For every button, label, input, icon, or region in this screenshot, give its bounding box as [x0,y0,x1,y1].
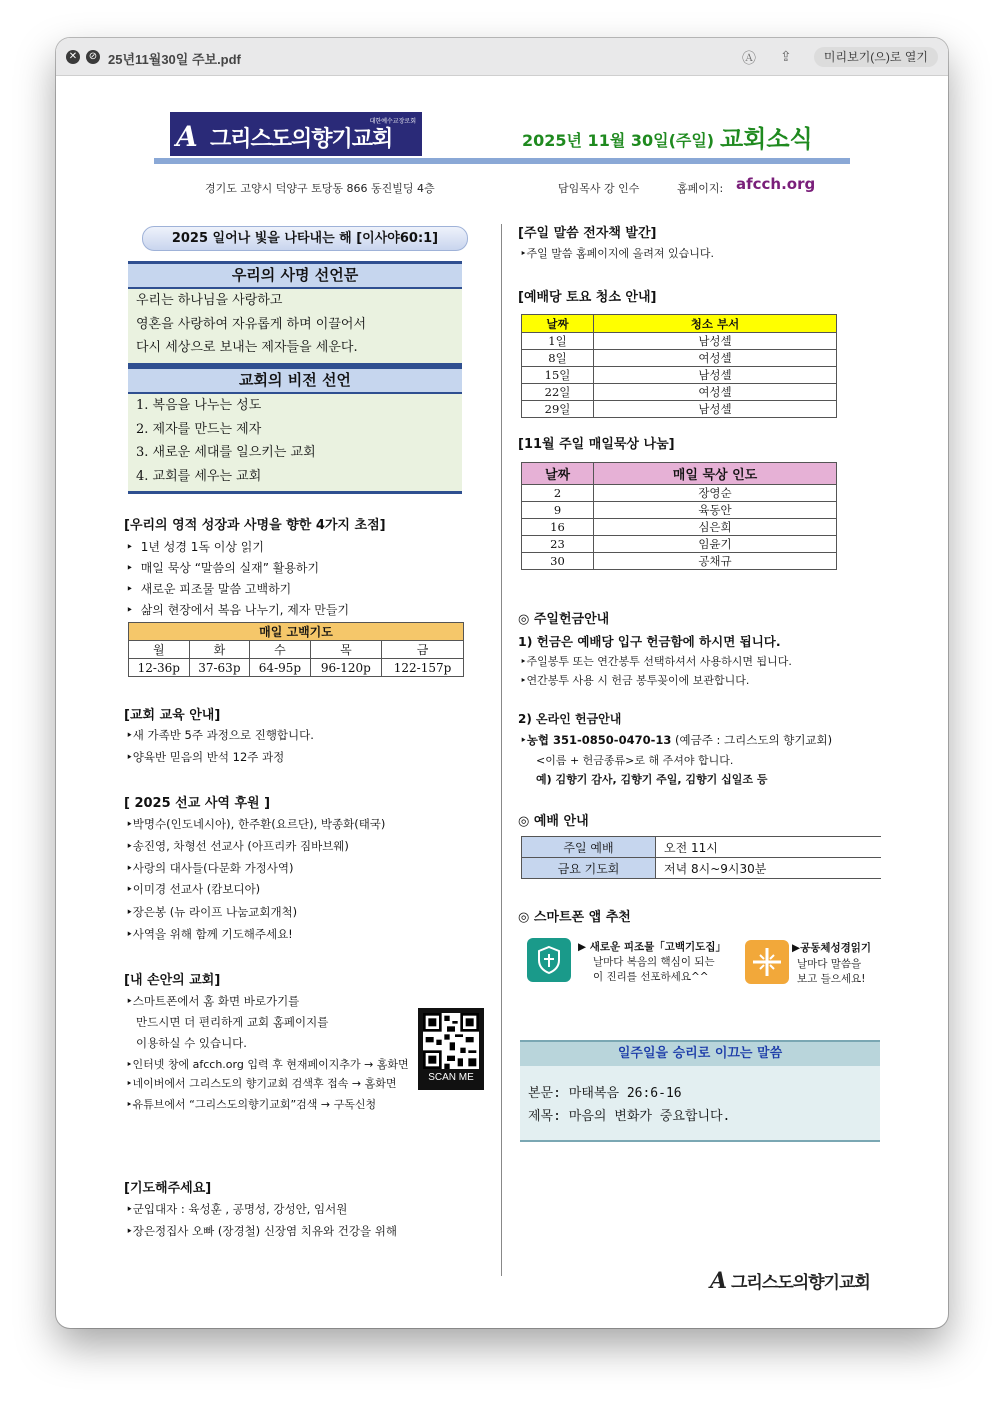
homepage-link[interactable]: afcch.org [736,175,816,193]
vision-line: 3. 새로운 세대를 일으키는 교회 [136,445,316,460]
app2-line: 날마다 말씀을 [797,958,862,970]
my-church-item: ‣인터넷 창에 afcch.org 입력 후 현재페이지추가 → 홈화면 [126,1058,409,1071]
focus-title: [우리의 영적 성장과 사명을 향한 4가지 초점] [124,518,386,533]
verse-body [520,1066,880,1142]
cleaning-title: [예배당 토요 청소 안내] [518,290,657,305]
app1-line: 날마다 복음의 핵심이 되는 [593,956,715,968]
education-item: ‣양육반 믿음의 반석 12주 과정 [126,750,285,764]
qr-code-icon [423,1013,479,1069]
qr-code[interactable] [418,1008,484,1090]
offering-holder: (예금주 : 그리스도의 향기교회) [675,733,833,747]
meditation-date: 30 [522,553,594,570]
mission-support-item: ‣장은봉 (뉴 라이프 나눔교회개척) [126,905,298,919]
footer-logo [710,1268,870,1294]
prayer-day: 수 [250,641,311,659]
apps-title: ◎ 스마트폰 앱 추천 [518,910,631,925]
mission-support-item: ‣박명수(인도네시아), 한주환(요르단), 박종화(태국) [126,817,386,831]
footer-church-name: 그리스도의향기교회 [731,1273,870,1293]
meditation-table [521,462,837,570]
vision-line: 1. 복음을 나누는 성도 [136,398,262,413]
file-title: 25년11월30일 주보.pdf [108,52,241,67]
focus-item: ‣ 매일 묵상 “말씀의 실재” 활용하기 [126,561,320,575]
prayer-request-item: ‣군입대자 : 육성훈 , 공명성, 강성안, 임서원 [126,1202,348,1216]
app1-line: 이 진리를 선포하세요^^ [593,971,709,983]
offering-title: ◎ 주일헌금안내 [518,612,610,627]
meditation-leader: 장영순 [594,485,837,502]
verse-subject: 제목: 마음의 변화가 중요합니다. [528,1109,731,1124]
offering-sub2: 2) 온라인 헌금안내 [518,712,622,726]
worship-time: 오전 11시 [656,837,882,858]
cleaning-date: 15일 [522,367,594,384]
cross-arrows-icon [745,940,789,984]
cleaning-table [521,314,837,418]
prayer-day: 목 [310,641,381,659]
meditation-header: 날짜 [522,463,594,485]
logo-denomination: 대한예수교장로회 [369,118,416,125]
header-rule [154,158,850,164]
meditation-date: 2 [522,485,594,502]
preview-window [56,38,948,1328]
focus-item: ‣ 새로운 피조물 말씀 고백하기 [126,582,292,596]
cleaning-dept: 남성셀 [594,367,837,384]
my-church-item: ‣네이버에서 그리스도의 향기교회 검색후 접속 → 홈화면 [126,1077,397,1090]
mission-support-item: ‣사역을 위해 함께 기도해주세요! [126,927,293,941]
mission-body [128,289,462,366]
offering-item: ‣주일봉투 또는 연간봉투 선택하셔서 사용하시면 됩니다. [520,655,792,668]
prayer-pages: 37-63p [189,659,250,677]
worship-time: 저녁 8시~9시30분 [656,858,882,879]
meditation-date: 9 [522,502,594,519]
cleaning-dept: 남성셀 [594,333,837,350]
worship-title: ◎ 예배 안내 [518,814,589,829]
meditation-leader: 심은희 [594,519,837,536]
prayer-request-item: ‣장은정집사 오빠 (장경철) 신장염 치유와 건강을 위해 [126,1224,397,1238]
markup-icon[interactable]: Ⓐ [742,50,756,66]
education-item: ‣새 가족반 5주 과정으로 진행합니다. [126,728,314,742]
prayer-pages: 122-157p [382,659,464,677]
prayer-day: 월 [129,641,190,659]
pastor-name: 담임목사 강 인수 [558,182,640,195]
cleaning-dept: 여성셀 [594,350,837,367]
meditation-date: 16 [522,519,594,536]
vision-title: 교회의 비전 선언 [128,366,462,394]
cleaning-header: 청소 부서 [594,315,837,333]
qr-caption: SCAN ME [428,1072,474,1083]
mission-title: 우리의 사명 선언문 [128,261,462,289]
education-title: [교회 교육 안내] [124,708,221,723]
footer-logo-a-icon: A [710,1268,727,1294]
my-church-title: [내 손안의 교회] [124,973,221,988]
mission-line: 다시 세상으로 보내는 제자들을 세운다. [136,340,358,355]
logo-a-icon: A [176,120,198,153]
prayer-day: 화 [189,641,250,659]
app2-title: ▶공동체성경읽기 [792,942,872,954]
block-icon[interactable]: ⊘ [86,50,100,64]
close-icon[interactable]: ✕ [66,50,80,64]
mission-line: 영혼을 사랑하여 자유롭게 하며 이끌어서 [136,316,367,332]
cleaning-date: 8일 [522,350,594,367]
prayer-pages: 12-36p [129,659,190,677]
church-logo [170,112,422,156]
meditation-leader: 공채규 [594,553,837,570]
cleaning-date: 29일 [522,401,594,418]
mission-line: 우리는 하나님을 사랑하고 [136,293,283,308]
offering-account: 농협 351-0850-0470-13 [526,733,672,747]
mission-support-item: ‣송진영, 차형선 선교사 (아프리카 짐바브웨) [126,839,349,853]
cleaning-date: 1일 [522,333,594,350]
ebook-item: ‣주일 말씀 홈페이지에 올려져 있습니다. [520,247,714,260]
offering-item: ‣연간봉투 사용 시 헌금 봉투꽂이에 보관합니다. [520,674,750,687]
church-address: 경기도 고양시 덕양구 토당동 866 동진빌딩 4층 [205,182,435,195]
offering-account-line: ‣농협 351-0850-0470-13 (예금주 : 그리스도의 향기교회) [520,733,833,747]
my-church-line: 만드시면 더 편리하게 교회 홈페이지를 [136,1015,329,1029]
prayer-app-icon[interactable] [527,938,571,982]
verse-title: 일주일을 승리로 이끄는 말씀 [520,1040,880,1066]
cleaning-dept: 남성셀 [594,401,837,418]
meditation-header: 매일 묵상 인도 [594,463,837,485]
homepage-label: 홈페이지: [677,182,724,195]
mission-support-item: ‣사랑의 대사들(다문화 가정사역) [126,861,294,875]
prayer-day: 금 [382,641,464,659]
my-church-item: ‣유튜브에서 “그리스도의향기교회”검색 → 구독신청 [126,1098,377,1111]
vision-line: 4. 교회를 세우는 교회 [136,468,262,484]
prayer-pages: 96-120p [310,659,381,677]
vision-body [128,394,462,494]
daily-prayer-table [128,622,464,677]
cleaning-date: 22일 [522,384,594,401]
daily-prayer-title: 매일 고백기도 [129,623,464,641]
logo-church-name: 그리스도의향기교회 [210,127,393,152]
ebook-title: [주일 말씀 전자책 발간] [518,226,657,241]
prayer-pages: 64-95p [250,659,311,677]
meditation-date: 23 [522,536,594,553]
worship-name: 금요 기도회 [522,858,656,879]
shield-icon [527,938,571,982]
year-theme: 2025 일어나 빛을 나타내는 해 [이사야60:1] [142,226,468,251]
mission-support-item: ‣이미경 선교사 (캄보디아) [126,882,261,896]
title-bar [56,38,948,76]
verse-text: 본문: 마태복음 26:6-16 [528,1086,682,1101]
worship-name: 주일 예배 [522,837,656,858]
document-page [60,76,944,1324]
focus-item: ‣ 1년 성경 1독 이상 읽기 [126,540,264,554]
share-icon[interactable]: ⇪ [780,48,792,64]
cleaning-dept: 여성셀 [594,384,837,401]
column-divider [501,224,502,1276]
my-church-line: ‣스마트폰에서 홈 화면 바로가기를 [126,994,300,1008]
mission-support-title: [ 2025 선교 사역 후원 ] [124,796,271,811]
offering-note: <이름 + 헌금종류>로 해 주셔야 합니다. [536,754,734,767]
cleaning-header: 날짜 [522,315,594,333]
focus-item: ‣ 삶의 현장에서 복음 나누기, 제자 만들기 [126,603,350,617]
vision-line: 2. 제자를 만드는 제자 [136,421,262,437]
my-church-line: 이용하실 수 있습니다. [136,1036,247,1050]
bulletin-date: 2025년 11월 30일(주일) [522,131,715,150]
app2-line: 보고 들으세요! [797,973,866,985]
offering-sub1: 1) 헌금은 예배당 입구 헌금함에 하시면 됩니다. [518,634,781,649]
worship-table [521,836,881,879]
meditation-title: [11월 주일 매일묵상 나눔] [518,437,675,452]
bible-reading-app-icon[interactable] [745,940,789,984]
offering-example: 예) 김향기 감사, 김향기 주일, 김향기 십일조 등 [536,773,768,786]
app1-title: ▶ 새로운 피조물「고백기도집」 [578,941,726,953]
meditation-leader: 육동안 [594,502,837,519]
prayer-request-title: [기도해주세요] [124,1181,212,1196]
bulletin-title: 교회소식 [720,125,813,153]
open-with-preview-button[interactable]: 미리보기(으)로 열기 [814,47,938,67]
meditation-leader: 임윤기 [594,536,837,553]
